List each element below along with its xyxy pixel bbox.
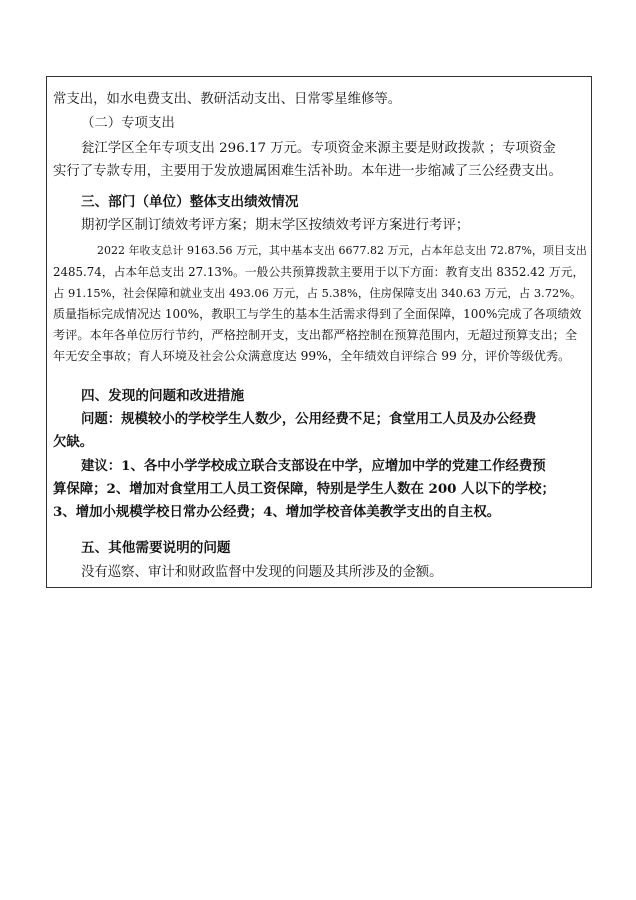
section3-line: 年无安全事故；育人环境及社会公众满意度达 99%，全年绩效自评综合 99 分，评价等级优秀。 <box>53 349 571 363</box>
suggestion-line: 算保障；2、增加对食堂用工人员工资保障，特别是学生人数在 200 人以下的学校； <box>53 481 555 497</box>
suggestion-line: 3、增加小规模学校日常办公经费；4、增加学校音体美教学支出的自主权。 <box>53 504 501 520</box>
problem-line: 欠缺。 <box>53 434 94 450</box>
section2-line0: 常支出，如水电费支出、教研活动支出、日常零星维修等。 <box>53 92 402 107</box>
section3-line: 质量指标完成情况达 100%，教职工与学生的基本生活需求得到了全面保障，100%完成了各项绩效 <box>53 307 582 321</box>
section3-line: 占 91.15%，社会保障和就业支出 493.06 万元，占 5.38%，住房保障支出 340.63 万元，占 3.72%。 <box>53 286 582 300</box>
section2-para1-line2: 实行了专款专用，主要用于发放遗属困难生活补助。本年进一步缩减了三公经费支出。 <box>53 164 562 179</box>
problem-line: 问题：规模较小的学校学生人数少，公用经费不足；食堂用工人员及办公经费 <box>81 411 537 427</box>
suggestion-line: 建议：1、各中小学学校成立联合支部设在中学，应增加中学的党建工作经费预 <box>81 458 546 474</box>
section3-line: 2022 年收支总计 9163.56 万元，其中基本支出 6677.82 万元，占本年总支出 72.87%，项目支出 <box>97 244 587 257</box>
section5-text: 没有巡察、审计和财政监督中发现的问题及其所涉及的金额。 <box>81 565 443 580</box>
section2-subheading: （二）专项支出 <box>81 116 175 131</box>
section5-heading: 五、其他需要说明的问题 <box>81 540 231 556</box>
section3-line: 2485.74，占本年总支出 27.13%。一般公共预算拨款主要用于以下方面：教育支出 8352.42 万元， <box>53 265 585 279</box>
section3-heading: 三、部门（单位）整体支出绩效情况 <box>81 194 299 210</box>
section2-para1-line1: 瓮江学区全年专项支出 296.17 万元。专项资金来源主要是财政拨款 ；专项资金 <box>81 141 556 156</box>
section3-line: 考评。本年各单位厉行节约，严格控制开支，支出都严格控制在预算范围内，无超过预算支出；全 <box>53 328 578 342</box>
section3-line: 期初学区制订绩效考评方案；期末学区按绩效考评方案进行考评； <box>81 218 470 233</box>
section4-heading: 四、发现的问题和改进措施 <box>81 388 245 404</box>
content-frame <box>46 76 592 588</box>
